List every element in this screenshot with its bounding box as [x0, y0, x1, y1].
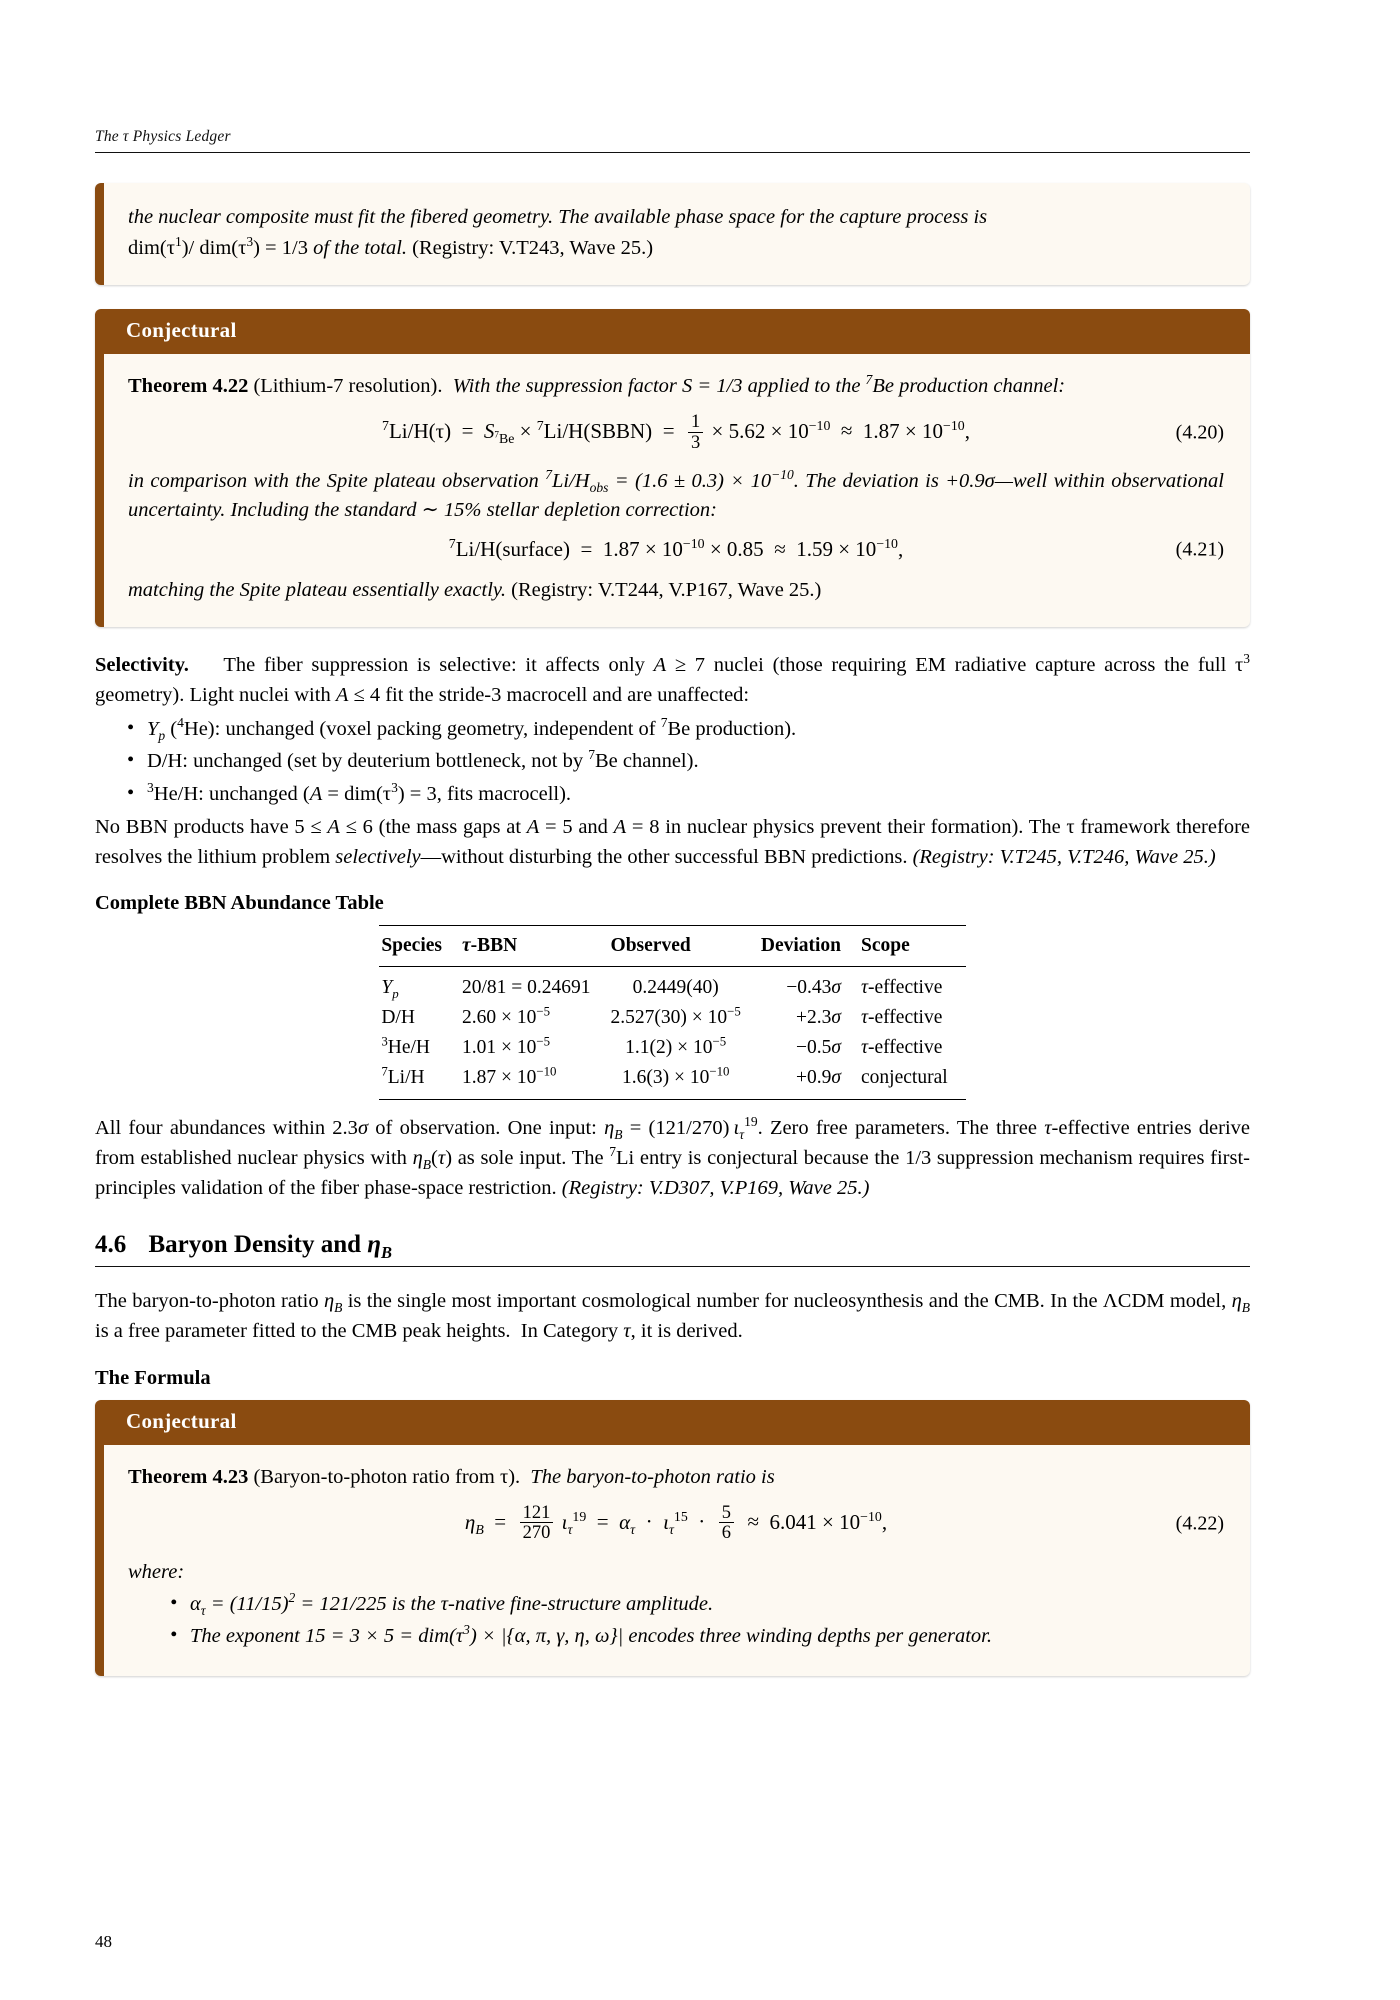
equation-4-21: $^7$Li/H(surface) = $1.87 \times 10^{-10} \times 0.85 \approx 1.59 \times 10^{-10}$, (4.21)	[448, 536, 1224, 562]
cell-species: $^3$He/H	[381, 1034, 431, 1059]
theorem-423-label: Theorem 4.23	[128, 1465, 249, 1488]
of-the-total-text: of the total.	[313, 237, 408, 260]
theorem-422-statement	[128, 372, 1224, 401]
list-item: • $^3$He/H: unchanged ($A = dim(\tau^3) = 3$, fits macrocell).	[147, 779, 1250, 809]
dim-ratio-math: $dim(\tau^1)/$ $dim(\tau^3) = 1/3$	[128, 234, 308, 260]
cell-tau-bbn: 20/81 = 0.24691	[462, 977, 591, 999]
callout-lithium-title: Conjectural	[104, 309, 1250, 354]
list-item: • $\alpha_\tau = (11/15)^2 = 121/225$ is the τ-native fine-structure amplitude.	[190, 1589, 1224, 1619]
cell-observed: $1.6(3) \times 10^{-10}$	[621, 1064, 730, 1089]
theorem-422-statement-b: in comparison with the Spite plateau observation $^7Li/H_{obs} = (1.6 \pm 0.3) \times 10^{-10}$. The deviation is +0.9σ—well within observational uncertainty. Including the standard ∼ 15% stellar depletion correction:	[128, 467, 1224, 522]
section-rule	[95, 1266, 1250, 1267]
col-header-tau-bbn: τ-BBN	[462, 935, 518, 957]
table-row	[379, 1063, 965, 1100]
theorem-422-name: (Lithium-7 resolution).	[253, 375, 443, 398]
table-row	[379, 1003, 965, 1033]
running-header-text: The τ Physics Ledger	[95, 128, 231, 145]
equation-tag-4-20: (4.20)	[1175, 421, 1224, 444]
col-header-observed: Observed	[610, 935, 691, 957]
selectivity-label: Selectivity.	[95, 654, 189, 677]
theorem-423-name: (Baryon-to-photon ratio from τ).	[253, 1465, 521, 1488]
registry-note-244: (Registry: V.T244, V.P167, Wave 25.)	[511, 579, 822, 602]
theorem-422-closing-italic: matching the Spite plateau essentially exactly.	[128, 579, 507, 602]
eq420-lhs: $^7$Li/H(τ)	[382, 418, 452, 444]
eq422-result: $6.041 \times 10^{-10}$,	[769, 1508, 888, 1534]
cell-tau-bbn: $2.60 \times 10^{-5}$	[462, 1004, 551, 1029]
theorem-422-text-a: With the suppression factor S = 1/3 applied to the $^7$Be production channel:	[452, 372, 1066, 398]
callout-lithium-theorem	[95, 309, 1250, 627]
callout-eta-body	[104, 1445, 1250, 1676]
list-item: • D/H: unchanged (set by deuterium bottleneck, not by $^7$Be channel).	[147, 746, 1250, 776]
callout-continuation	[95, 183, 1250, 285]
section-heading-46	[95, 1231, 1250, 1266]
callout-eta-theorem	[95, 1400, 1250, 1676]
formula-subheading: The Formula	[95, 1366, 211, 1389]
bbn-abundance-table	[379, 925, 965, 1100]
theorem-423-text: The baryon-to-photon ratio is	[530, 1465, 775, 1488]
cell-observed: 0.2449(40)	[632, 977, 719, 999]
equation-4-22: $\eta_B$ = $\frac{121}{270}$ $\iota_\tau^{19} = \alpha_\tau \cdot \iota_\tau^{15}$ · $\frac{5}{6}$ ≈ $6.041 \times 10^{-10}$, (4.22)	[464, 1502, 1224, 1543]
list-item: • $Y_p$ ($^4$He): unchanged (voxel packing geometry, independent of $^7$Be production).	[147, 714, 1250, 744]
eta-bullet-list	[128, 1589, 1224, 1652]
col-header-deviation: Deviation	[760, 935, 842, 957]
table-body	[379, 967, 965, 1100]
theorem-423-statement	[128, 1463, 1224, 1492]
cell-deviation: −0.43σ	[786, 977, 842, 999]
col-header-scope: Scope	[861, 935, 910, 957]
callout-lithium-body	[104, 354, 1250, 627]
cell-species: $Y_p$	[381, 977, 399, 1002]
col-header-species: Species	[381, 935, 442, 957]
cell-deviation: +0.9σ	[796, 1067, 842, 1089]
bbn-table-wrapper	[95, 925, 1250, 1100]
eq422-iota-15: $\iota_\tau^{15}$	[663, 1508, 688, 1537]
eq422-alpha-tau: $\alpha_\tau$	[619, 1509, 636, 1537]
eq420-rhs1: $S_{^7Be}$ × $^7$Li/H(SBBN)	[483, 418, 653, 447]
table-heading: Complete BBN Abundance Table	[95, 892, 384, 915]
list-item: • The exponent $15 = 3 \times 5 = dim(\tau^3) \times |\{\alpha$, π, γ, η, ω}| encodes three winding depths per generator.	[190, 1621, 1224, 1651]
selectivity-bullet-list	[95, 714, 1250, 809]
eq420-result: $1.87 \times 10^{-10}$,	[862, 418, 970, 444]
selectivity-block	[95, 651, 1250, 872]
equation-4-20: $^7Li/H(\tau) = S_{^7Be}$ × $^7$Li/H(SBBN) = $\frac{1}{3}$ × $5.62 \times 10^{-10} \approx 1.87 \times 10^{-10}$, (4.20)	[382, 411, 1224, 452]
eq420-fraction-one-third: $\frac{1}{3}$	[688, 412, 703, 452]
equation-tag-4-21: (4.21)	[1175, 538, 1224, 561]
eq421-rhs1: $1.87 \times 10^{-10} \times 0.85$	[602, 536, 764, 562]
eta-where-label: where:	[128, 1560, 185, 1583]
section-46-paragraph: The baryon-to-photon ratio $\eta_B$ is the single most important cosmological number for nucleosynthesis and the CMB. In the ΛCDM model, $\eta_B$ is a free parameter fitted to the CMB peak heights. In Category τ, it is derived.	[95, 1290, 1250, 1343]
table-header-row	[379, 926, 965, 967]
running-header	[95, 128, 1250, 152]
eq422-fraction-5-6: $\frac{5}{6}$	[719, 1503, 734, 1543]
registry-note-243: (Registry: V.T243, Wave 25.)	[412, 237, 654, 260]
equation-tag-4-22: (4.22)	[1175, 1512, 1224, 1535]
cell-species: D/H	[381, 1007, 415, 1029]
cell-tau-bbn: $1.87 \times 10^{-10}$	[462, 1064, 557, 1089]
cell-scope: conjectural	[861, 1067, 948, 1089]
cell-observed: $1.1(2) \times 10^{-5}$	[625, 1034, 727, 1059]
table-row	[379, 1033, 965, 1063]
theorem-422-label: Theorem 4.22	[128, 375, 249, 398]
theorem-422-closing	[128, 576, 1224, 605]
eq422-lhs: $\eta_B$	[464, 1509, 484, 1537]
registry-note-245: (Registry: V.T245, V.T246, Wave 25.)	[912, 845, 1216, 868]
cell-scope: τ-effective	[861, 1007, 943, 1029]
page-number: 48	[95, 1932, 112, 1951]
eq422-fraction-121-270: $\frac{121}{270}$	[520, 1503, 554, 1543]
selectively-emphasis: selectively	[335, 845, 421, 868]
registry-note-d307: (Registry: V.D307, V.P169, Wave 25.)	[561, 1176, 870, 1199]
table-head	[379, 926, 965, 967]
callout-continuation-line1: the nuclear composite must fit the fibered geometry. The available phase space for the capture process is	[128, 206, 988, 228]
eq420-rhs2: × $5.62 \times 10^{-10}$	[711, 418, 831, 444]
cell-scope: τ-effective	[861, 977, 943, 999]
cell-deviation: +2.3σ	[796, 1007, 842, 1029]
section-title: Baryon Density and $\eta_B$	[148, 1231, 393, 1263]
cell-observed: $2.527(30) \times 10^{-5}$	[610, 1004, 741, 1029]
after-table-paragraph: All four abundances within 2.3σ of observation. One input: $\eta_B = (121/270)$ $\iota_\tau^{19}$. Zero free parameters. The three τ-effective entries derive from established nuclear physics with $\eta_B(\tau)$ as sole input. The $^7$Li entry is conjectural because the 1/3 suppression mechanism requires first-principles validation of the fiber phase-space restriction. (Registry: V.D307, V.P169, Wave 25.)	[95, 1114, 1251, 1199]
eq421-lhs: $^7$Li/H(surface)	[448, 536, 570, 562]
section-number: 4.6	[95, 1231, 127, 1259]
cell-deviation: −0.5σ	[796, 1037, 842, 1059]
eq422-iota-19: $\iota_\tau^{19}$	[561, 1508, 587, 1537]
cell-species: $^7$Li/H	[381, 1064, 425, 1089]
callout-continuation-line2	[128, 234, 1224, 263]
page-content	[95, 128, 1250, 1700]
cell-tau-bbn: $1.01 \times 10^{-5}$	[462, 1034, 551, 1059]
header-rule	[95, 152, 1250, 153]
eq421-result: $1.59 \times 10^{-10}$,	[796, 536, 904, 562]
cell-scope: τ-effective	[861, 1037, 943, 1059]
selectivity-paragraph: Selectivity. The fiber suppression is selective: it affects only A ≥ 7 nuclei (those requiring EM radiative capture across the full $\tau^3$ geometry). Light nuclei with A ≤ 4 fit the stride-3 macrocell and are unaffected:	[95, 651, 1250, 707]
callout-eta-title: Conjectural	[104, 1400, 1250, 1445]
selectivity-closing: No BBN products have 5 ≤ A ≤ 6 (the mass gaps at A = 5 and A = 8 in nuclear physics prevent their formation). The τ framework therefore resolves the lithium problem selectively—without disturbing the other successful BBN predictions. (Registry: V.T245, V.T246, Wave 25.)	[95, 815, 1250, 868]
table-row	[379, 967, 965, 1004]
